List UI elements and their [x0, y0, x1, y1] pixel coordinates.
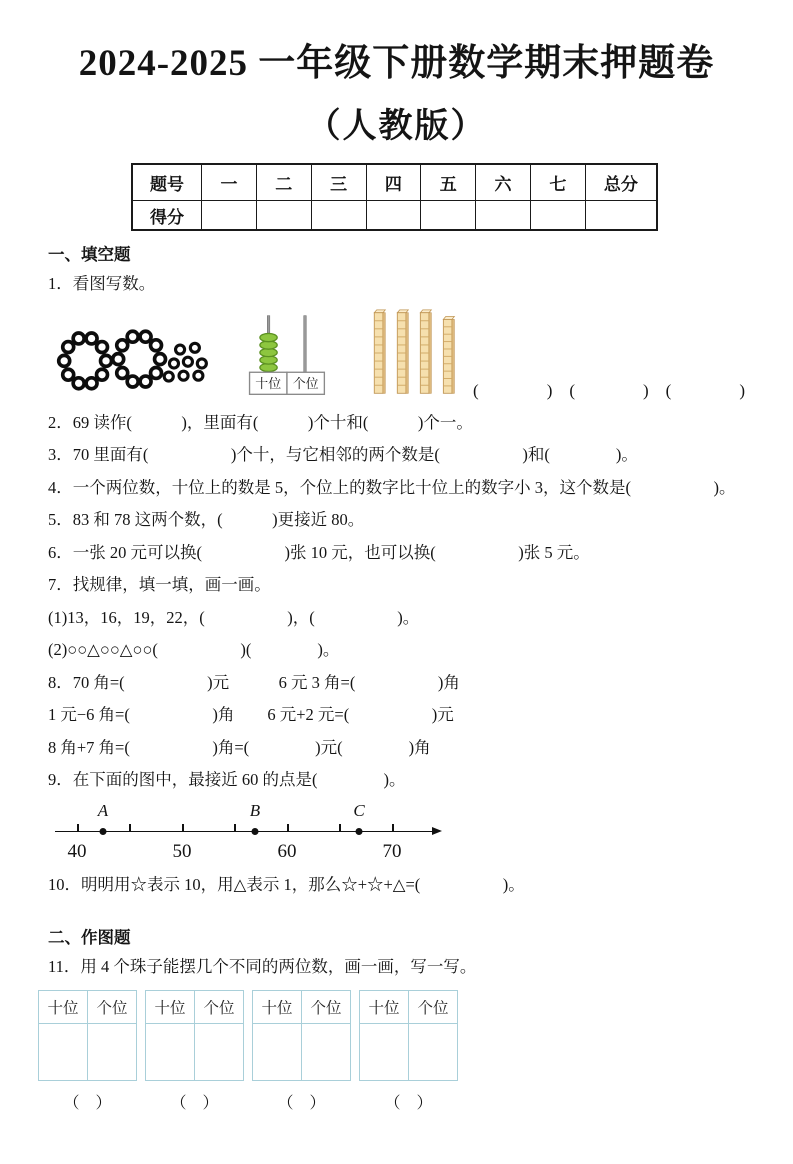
exam-body [0, 242, 793, 1113]
tick-40 [77, 824, 79, 832]
exam-page [0, 42, 793, 1164]
score-cell-empty [202, 200, 257, 230]
place-value-table-group-2 [145, 990, 244, 1113]
question-7: 7．找规律，填一填，画一画。 [48, 575, 271, 595]
tick-65 [339, 824, 341, 832]
abacus-ones-label: 个位 [292, 375, 319, 391]
number-line [55, 831, 435, 833]
answer-blank: （ ） [170, 1094, 219, 1112]
place-value-table-group-4 [359, 990, 458, 1113]
score-row-label: 得分 [132, 200, 202, 230]
score-table-header-row [132, 164, 657, 200]
tick-55 [234, 824, 236, 832]
place-value-table-group-1 [38, 990, 137, 1113]
question-6: 6．一张 20 元可以换( )张 10 元，也可以换( )张 5 元。 [48, 542, 590, 562]
question-8-line-1: 8．70 角=( )元 6 元 3 角=( )角 [48, 672, 460, 692]
question-4: 4．一个两位数，十位上的数是 5，个位上的数字比十位上的数字小 3，这个数是( )。 [48, 477, 736, 497]
question-10: 10．明明用☆表示 10，用△表示 1，那么☆+☆+△=( )。 [48, 874, 525, 894]
score-table-header: 六 [476, 164, 531, 200]
score-table-header: 题号 [132, 164, 202, 200]
answer-blank: （ ） [277, 1094, 326, 1112]
question-7-part-1: (1)13，16，19，22，( )，( )。 [48, 607, 420, 627]
question-1-answer-blanks: ( ) ( ) ( ) [473, 380, 745, 400]
ones-header: 个位 [88, 990, 137, 1023]
point-c-dot [356, 828, 363, 835]
ones-header: 个位 [302, 990, 351, 1023]
beads-figure [52, 319, 213, 401]
tens-cell-empty [360, 1023, 409, 1080]
number-line-point-b-label: B [249, 800, 261, 820]
ones-cell-empty [88, 1023, 137, 1080]
tens-header: 十位 [39, 990, 88, 1023]
section-heading-drawing: 二、作图题 [48, 928, 131, 948]
score-table-header: 五 [421, 164, 476, 200]
tick-45 [129, 824, 131, 832]
score-table-header: 三 [311, 164, 366, 200]
ones-cell-empty [195, 1023, 244, 1080]
axis-label-50: 50 [172, 840, 192, 862]
number-line-axis [48, 823, 478, 839]
ones-header: 个位 [409, 990, 458, 1023]
page-title: 2024-2025 一年级下册数学期末押题卷 [78, 43, 715, 84]
score-cell-empty [366, 200, 421, 230]
score-table-header: 二 [256, 164, 311, 200]
number-line-point-a-label: A [97, 800, 109, 820]
abacus-figure [239, 309, 337, 401]
point-a-dot [100, 828, 107, 835]
tens-header: 十位 [146, 990, 195, 1023]
point-b-dot [252, 828, 259, 835]
score-cell-empty [256, 200, 311, 230]
question-1-figures [48, 305, 745, 401]
page-subtitle: （人教版） [306, 108, 487, 146]
question-7-part-2: (2)○○△○○△○○( )( )。 [48, 640, 340, 660]
axis-label-40: 40 [67, 840, 87, 862]
answer-blank: （ ） [384, 1094, 433, 1112]
score-table-score-row [132, 200, 657, 230]
tens-cell-empty [146, 1023, 195, 1080]
score-table-header: 总分 [585, 164, 657, 200]
score-cell-empty [585, 200, 657, 230]
score-cell-empty [530, 200, 585, 230]
tick-50 [182, 824, 184, 832]
score-cell-empty [421, 200, 476, 230]
score-table-header: 四 [366, 164, 421, 200]
score-cell-empty [476, 200, 531, 230]
axis-label-70: 70 [382, 840, 402, 862]
tens-header: 十位 [253, 990, 302, 1023]
ones-cell-empty [302, 1023, 351, 1080]
question-2: 2．69 读作( )，里面有( )个十和( )个一。 [48, 412, 473, 432]
score-table [131, 163, 658, 231]
place-value-table [38, 990, 137, 1081]
question-8-line-3: 8 角+7 角=( )角=( )元( )角 [48, 737, 431, 757]
tens-cell-empty [39, 1023, 88, 1080]
place-value-table-group-3 [252, 990, 351, 1113]
question-5: 5．83 和 78 这两个数，( )更接近 80。 [48, 510, 365, 530]
tens-header: 十位 [360, 990, 409, 1023]
number-line-figure [48, 801, 478, 867]
question-8-line-2: 1 元−6 角=( )角 6 元+2 元=( )元 [48, 705, 454, 725]
number-line-point-c-label: C [353, 800, 365, 820]
axis-label-60: 60 [277, 840, 297, 862]
place-value-table [252, 990, 351, 1081]
section-heading-fill-blanks: 一、填空题 [48, 245, 131, 265]
abacus-tens-label: 十位 [255, 375, 282, 391]
score-table-header: 七 [530, 164, 585, 200]
score-cell-empty [311, 200, 366, 230]
score-table-header: 一 [202, 164, 257, 200]
place-value-table [145, 990, 244, 1081]
place-value-table [359, 990, 458, 1081]
tick-70 [392, 824, 394, 832]
question-1: 1．看图写数。 [48, 274, 156, 294]
question-11: 11．用 4 个珠子能摆几个不同的两位数，画一画，写一写。 [48, 957, 477, 977]
tens-cell-empty [253, 1023, 302, 1080]
ones-header: 个位 [195, 990, 244, 1023]
number-line-arrowhead [432, 827, 442, 835]
place-value-tables-row [38, 990, 745, 1113]
question-9: 9．在下面的图中，最接近 60 的点是( )。 [48, 770, 406, 790]
question-3: 3．70 里面有( )个十，与它相邻的两个数是( )和( )。 [48, 445, 638, 465]
base-ten-rods-figure [369, 305, 463, 401]
tick-60 [287, 824, 289, 832]
ones-cell-empty [409, 1023, 458, 1080]
answer-blank: （ ） [63, 1094, 112, 1112]
